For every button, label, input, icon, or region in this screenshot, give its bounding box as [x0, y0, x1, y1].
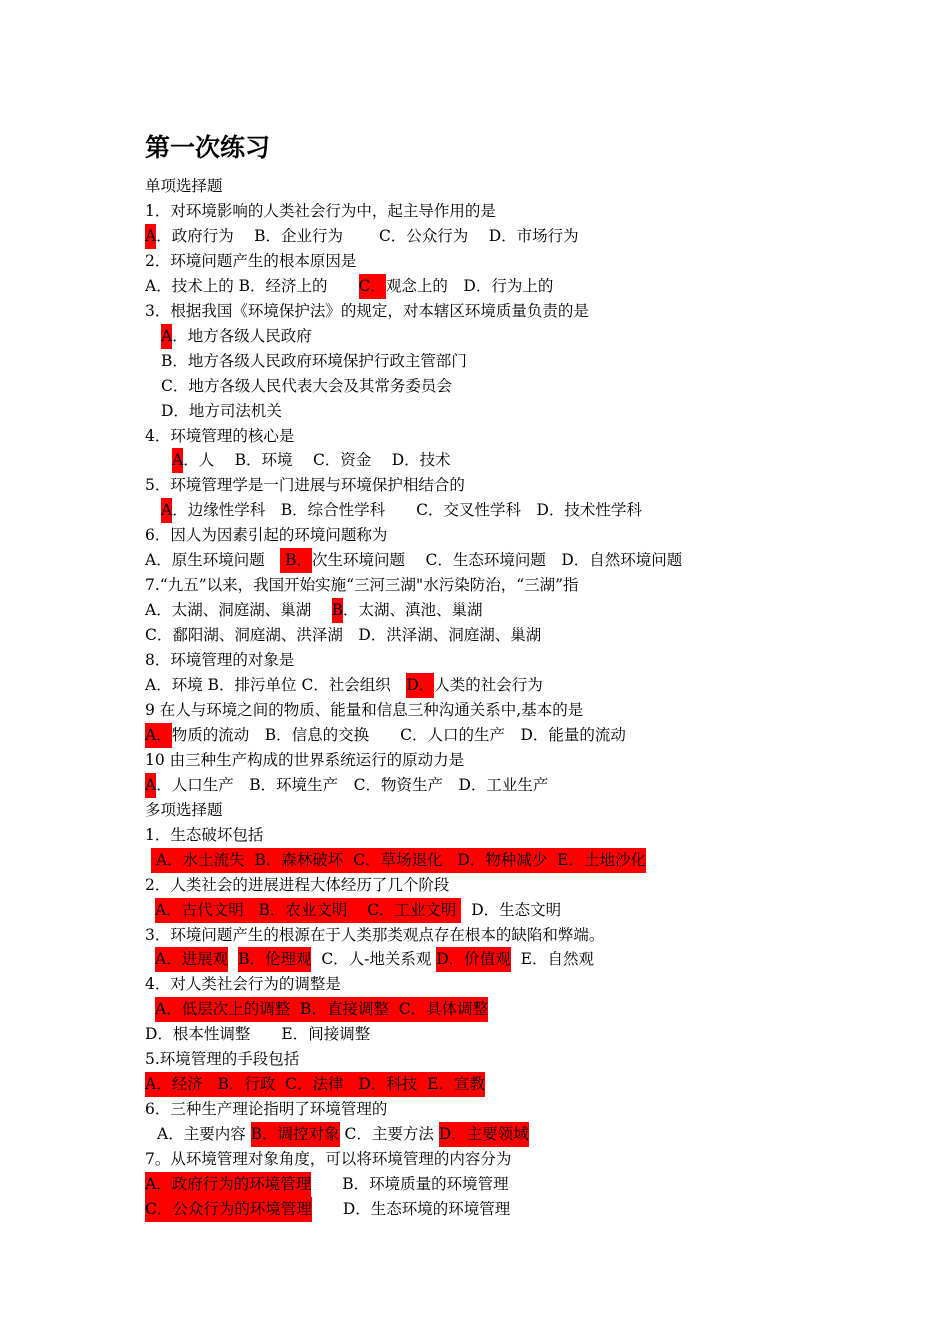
answer-highlight: D．	[406, 673, 434, 698]
answer-highlight: D．价值观	[436, 947, 510, 972]
text-segment: 人类的社会行为	[434, 676, 543, 694]
answer-highlight: A	[145, 773, 156, 798]
text-segment: C．地方各级人民代表大会及其常务委员会	[161, 376, 452, 395]
text-segment: ．人 B．环境 C．资金 D．技术	[183, 451, 451, 470]
text-segment: 1．对环境影响的人类社会行为中，起主导作用的是	[145, 201, 496, 220]
answer-highlight: B．调控对象	[251, 1122, 340, 1147]
text-line	[172, 448, 451, 473]
text-line	[145, 1197, 510, 1222]
text-segment: 6．三种生产理论指明了环境管理的	[145, 1100, 388, 1119]
answer-highlight: A．低层次上的调整 B．直接调整 C．具体调整	[155, 997, 488, 1022]
text-segment: C．人-地关系观	[311, 950, 437, 969]
answer-highlight: B	[332, 598, 343, 623]
text-line	[155, 947, 594, 972]
answer-highlight: A．水土流失 B．森林破坏 C．草场退化 D．物种减少 E．土地沙化	[151, 848, 646, 873]
text-line	[161, 324, 312, 349]
text-segment: 9 在人与环境之间的物质、能量和信息三种沟通关系中,基本的是	[145, 700, 584, 719]
answer-highlight: A	[145, 224, 156, 249]
text-line	[161, 498, 642, 523]
text-segment: 4．环境管理的核心是	[145, 426, 295, 445]
answer-highlight: A．古代文明 B．农业文明 C．工业文明	[155, 898, 461, 923]
text-segment	[228, 947, 238, 972]
text-line	[145, 548, 682, 573]
text-line	[145, 972, 341, 997]
text-segment: 5．环境管理学是一门进展与环境保护相结合的	[145, 476, 465, 495]
text-line	[145, 1172, 509, 1197]
text-line	[145, 873, 449, 898]
text-line	[145, 473, 465, 498]
answer-highlight: A．进展观	[155, 947, 228, 972]
text-segment: 3．环境问题产生的根源在于人类那类观点存在根本的缺陷和弊端。	[145, 925, 605, 944]
answer-highlight: D．主要领域	[439, 1122, 529, 1147]
text-segment: A．环境 B．排污单位 C．社会组织	[145, 676, 407, 694]
text-line	[145, 623, 541, 648]
answer-highlight: A．	[145, 723, 172, 748]
answer-highlight: A．经济 B．行政 C．法律 D．科技 E．宣教	[145, 1072, 485, 1097]
text-line	[145, 1072, 485, 1097]
text-segment: 8．环境管理的对象是	[145, 651, 295, 670]
answer-highlight: A	[161, 498, 172, 523]
text-segment: A．原生环境问题	[145, 551, 281, 570]
answer-highlight: A	[161, 324, 172, 349]
text-segment: 7。从环境管理对象角度，可以将环境管理的内容分为	[145, 1150, 512, 1169]
text-line	[145, 199, 496, 224]
text-segment: 2．环境问题产生的根本原因是	[145, 251, 357, 270]
text-line	[145, 798, 223, 823]
text-segment: D．地方司法机关	[161, 401, 282, 420]
text-line	[145, 174, 223, 199]
text-segment: 3．根据我国《环境保护法》的规定，对本辖区环境质量负责的是	[145, 301, 589, 320]
text-line	[145, 1147, 511, 1172]
text-segment: 1．生态破坏包括	[145, 825, 264, 844]
page-title: 第一次练习	[145, 133, 271, 162]
text-segment: 2．人类社会的进展进程大体经历了几个阶段	[145, 875, 450, 894]
text-line	[145, 1022, 370, 1047]
text-segment: D．生态环境的环境管理	[311, 1199, 511, 1218]
text-segment: 7.“九五”以来，我国开始实施“三河三湖"水污染防治，“三湖”指	[145, 576, 579, 595]
text-line	[145, 598, 483, 623]
text-segment: 10 由三种生产构成的世界系统运行的原动力是	[145, 750, 465, 769]
answer-highlight: A．政府行为的环境管理	[145, 1172, 311, 1197]
text-line	[145, 274, 553, 299]
text-segment: D．生态文明	[461, 900, 562, 919]
text-segment: 4．对人类社会行为的调整是	[145, 975, 341, 994]
text-segment: C．鄱阳湖、洞庭湖、洪泽湖 D．洪泽湖、洞庭湖、巢湖	[145, 626, 542, 645]
text-segment: C．主要方法	[339, 1125, 439, 1144]
text-segment: B．环境质量的环境管理	[311, 1175, 509, 1193]
text-line	[145, 1047, 299, 1072]
answer-highlight: B．伦理观	[238, 947, 311, 972]
text-line	[145, 748, 464, 773]
text-segment: ．人口生产 B．环境生产 C．物资生产 D．工业生产	[156, 775, 549, 794]
text-line	[145, 698, 583, 723]
text-segment: ．边缘性学科 B．综合性学科 C．交叉性学科 D．技术性学科	[172, 501, 642, 520]
text-line	[161, 374, 452, 399]
text-line	[145, 424, 294, 449]
text-segment: ．政府行为 B．企业行为 C．公众行为 D．市场行为	[156, 226, 579, 245]
text-line	[151, 848, 646, 873]
text-segment: 6．因人为因素引起的环境问题称为	[145, 526, 388, 545]
text-line	[145, 923, 604, 948]
text-segment: A．太湖、洞庭湖、巢湖	[145, 601, 332, 620]
text-segment: 多项选择题	[145, 800, 223, 819]
text-line	[145, 648, 294, 673]
text-segment: ．地方各级人民政府	[172, 326, 312, 345]
text-line	[145, 823, 263, 848]
text-segment: 次生环境问题 C．生态环境问题 D．自然环境问题	[312, 551, 683, 570]
text-line	[145, 673, 543, 698]
answer-highlight: B．	[280, 548, 312, 573]
text-line	[145, 523, 387, 548]
text-segment: D．根本性调整 E．间接调整	[145, 1025, 371, 1044]
text-line	[145, 1097, 387, 1122]
text-line	[161, 349, 467, 374]
text-line	[145, 299, 589, 324]
text-line	[155, 997, 488, 1022]
text-line	[145, 249, 356, 274]
text-line	[155, 898, 561, 923]
text-line	[145, 573, 579, 598]
text-segment: 观念上的 D．行为上的	[385, 276, 554, 295]
text-line	[145, 224, 579, 249]
answer-highlight: C．公众行为的环境管理	[145, 1197, 312, 1222]
text-segment: 5.环境管理的手段包括	[145, 1050, 300, 1069]
text-segment: ．太湖、滇池、巢湖	[343, 601, 483, 620]
text-segment: 单项选择题	[145, 177, 223, 195]
text-segment: A．主要内容	[157, 1125, 251, 1144]
answer-highlight: A	[172, 448, 183, 473]
answer-highlight: C．	[359, 274, 386, 299]
text-line	[157, 1122, 529, 1147]
text-line	[145, 773, 548, 798]
text-segment: B．地方各级人民政府环境保护行政主管部门	[161, 351, 467, 370]
text-line	[145, 723, 626, 748]
text-line	[161, 399, 282, 424]
text-segment: A．技术上的 B．经济上的	[145, 276, 359, 295]
text-segment: 物质的流动 B．信息的交换 C．人口的生产 D．能量的流动	[171, 725, 626, 744]
text-segment: E．自然观	[510, 950, 594, 969]
